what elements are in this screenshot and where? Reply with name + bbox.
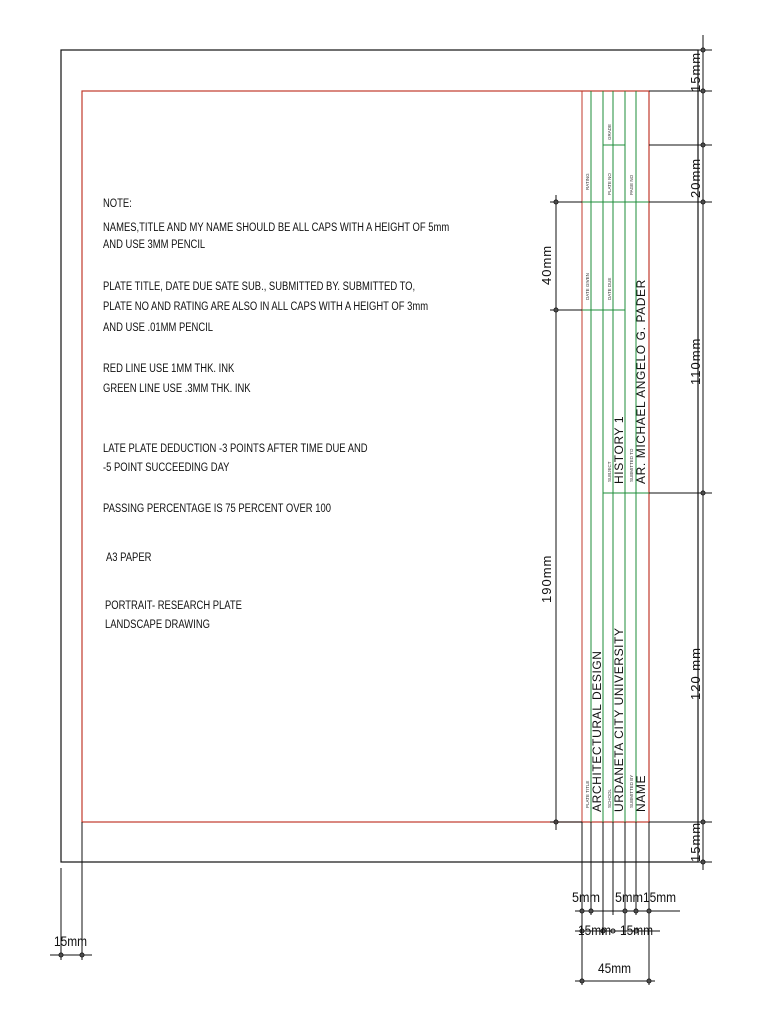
dim-col-15b: 15mm: [620, 922, 653, 938]
dim-left-margin: 15mm: [54, 933, 87, 949]
grade-label: GRADE: [607, 123, 612, 140]
submitted-by-value: NAME: [634, 774, 648, 812]
dim-col-5a: 5mm: [572, 889, 600, 905]
note-line: NAMES,TITLE AND MY NAME SHOULD BE ALL CAPS WITH A HEIGHT OF 5mm: [103, 222, 450, 234]
dim-total-45: 45mm: [598, 960, 631, 976]
rating-label: RATING: [585, 173, 590, 190]
dim-top-margin: 15mm: [688, 51, 703, 92]
subject-label: SUBJECT: [607, 461, 612, 482]
dim-row-120: 120 mm: [688, 647, 703, 700]
note-line: RED LINE USE 1MM THK. INK: [103, 363, 235, 375]
date-due-label: DATE DUE: [607, 277, 612, 300]
page-no-label: PAGE NO: [629, 174, 634, 195]
date-given-label: DATE GIVEN: [585, 273, 590, 300]
plate-no-label: PLATE NO: [607, 173, 612, 195]
school-label: SCHOOL: [607, 788, 612, 808]
note-line: AND USE 3MM PENCIL: [103, 239, 206, 251]
plate-title-label: PLATE TITLE: [585, 780, 590, 808]
dim-col-15c: 15mm: [643, 889, 676, 905]
note-line: LATE PLATE DEDUCTION -3 POINTS AFTER TIME DUE AND: [103, 443, 368, 455]
submitted-to-label: SUBMITTED TO: [629, 448, 634, 482]
note-line: A3 PAPER: [106, 552, 152, 564]
dim-bottom-margin: 15mm: [688, 821, 703, 862]
dim-col-15a: 15mm: [578, 922, 611, 938]
subject-value: HISTORY 1: [612, 415, 626, 484]
note-line: PORTRAIT- RESEARCH PLATE: [105, 600, 242, 612]
dim-row-20: 20mm: [688, 157, 703, 198]
note-line: AND USE .01MM PENCIL: [103, 322, 214, 334]
plate-title-value: ARCHITECTURAL DESIGN: [590, 650, 604, 812]
note-line: PASSING PERCENTAGE IS 75 PERCENT OVER 100: [103, 503, 331, 515]
note-line: -5 POINT SUCCEEDING DAY: [103, 462, 230, 474]
submitted-to-value: AR. MICHAEL ANGELO G. PADER: [634, 279, 648, 484]
dim-row-110: 110mm: [688, 337, 703, 385]
dim-col-5b: 5mm: [615, 889, 643, 905]
dim-row-40: 40mm: [539, 244, 554, 285]
note-heading: NOTE:: [103, 198, 132, 210]
school-value: URDANETA CITY UNIVERSITY: [612, 627, 626, 812]
dim-row-190: 190mm: [539, 554, 554, 603]
note-line: PLATE NO AND RATING ARE ALSO IN ALL CAPS WITH A HEIGHT OF 3mm: [103, 301, 429, 313]
submitted-by-label: SUBMITTED BY: [629, 774, 634, 808]
inner-dimension-chain: [550, 195, 582, 830]
note-line: LANDSCAPE DRAWING: [105, 619, 210, 631]
note-line: GREEN LINE USE .3MM THK. INK: [103, 383, 251, 395]
note-line: PLATE TITLE, DATE DUE SATE SUB., SUBMITTED BY. SUBMITTED TO,: [103, 281, 416, 293]
